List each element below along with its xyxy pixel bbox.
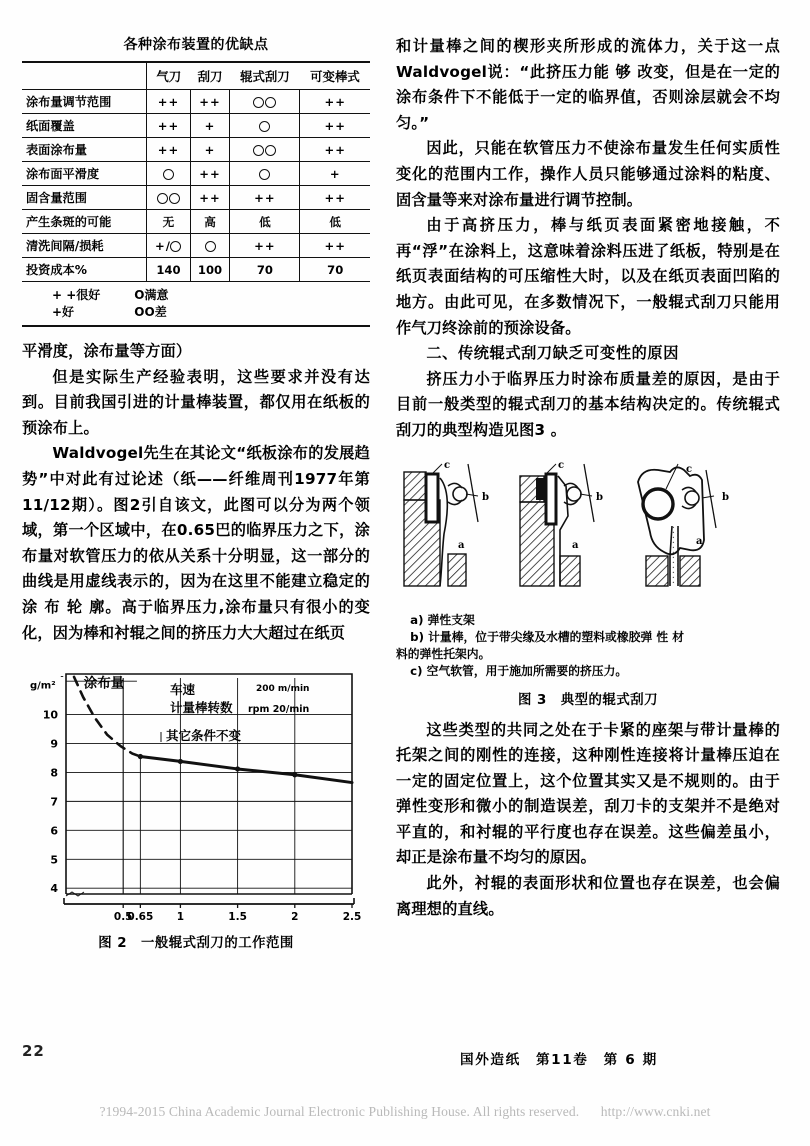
page-number: 22 <box>22 1042 45 1060</box>
chart-data-marker <box>178 759 183 764</box>
chart-ytick-label: 5 <box>50 853 58 867</box>
figure-3-legend-b: b) 计量棒，位于带尖缘及水槽的塑料或橡胶弹 性 材 <box>410 629 685 644</box>
footer-url[interactable]: http://www.cnki.net <box>600 1104 711 1119</box>
right-para-5: 这些类型的共同之处在于卡紧的座架与带计量棒的托架之间的刚性的连接，这种刚性连接将计量棒压迫在一定的固定位置上，这个位置其实又是不规则的。由于弹性变形和微小的制造误差，刮刀卡的支架并不是绝对平直的，和衬辊的平行度也存在误差。这些偏差虽小，却正是涂布量不均匀的原因。 <box>396 720 780 867</box>
fig3-label-a: a <box>696 535 703 547</box>
figure-3-legend-c: c) 空气软管，用于施加所需要的挤压力。 <box>410 663 628 678</box>
fig3-foot-hatch <box>680 556 700 586</box>
circle-symbol <box>265 97 276 108</box>
table-cell <box>190 234 230 258</box>
chart-xtick-label: 0.5 <box>113 911 133 924</box>
chart-annotation-rpm-value: rpm 20/min <box>248 704 310 716</box>
chart-xtick-label: 2 <box>291 911 299 924</box>
figure-3 <box>396 456 780 708</box>
right-para-3: 由于高挤压力，棒与纸页表面紧密地接触，不再“浮”在涂料上，这意味着涂料压进了纸板，特别是在纸页表面结构的可压缩性大时，以及在纸页表面凹陷的地方。由此可见，在多数情况下，一般辊式刮刀只能用作气刀终涂前的预涂设备。 <box>396 216 780 337</box>
table-row-label: 固含量范围 <box>22 186 147 210</box>
table-title: 各种涂布装置的优缺点 <box>123 37 269 53</box>
fig3-rod-b <box>685 491 699 505</box>
legend-satisfied: O满意 <box>134 288 169 302</box>
fig3-rod-b <box>453 487 467 501</box>
chart-ytick-label: 10 <box>42 708 58 722</box>
table-cell: ++ <box>300 114 370 138</box>
chart-annotation-speed-value: 200 m/min <box>256 684 310 695</box>
chart-annotation-rpm-label: 计量棒转数 <box>170 700 233 716</box>
table-row-label: 纸面覆盖 <box>22 114 147 138</box>
fig3-stem-fill <box>670 526 678 586</box>
table-cell: ++ <box>147 90 190 114</box>
fig3-hose-c <box>546 474 556 524</box>
right-column <box>396 34 780 922</box>
legend-good: +好 <box>52 305 75 319</box>
table-cell: 低 <box>230 210 300 234</box>
fig3-label-c: c <box>686 463 693 475</box>
legend-col-plus <box>52 287 100 321</box>
table-header-variablerod: 可变棒式 <box>300 62 370 90</box>
chart-data-marker <box>138 754 143 759</box>
fig3-label-b: b <box>722 491 729 503</box>
table-row <box>22 234 370 258</box>
fig3-bracket-a <box>440 478 447 586</box>
fig3-foot-hatch <box>448 554 466 586</box>
figure-3-caption: 图 3 典型的辊式刮刀 <box>518 692 658 708</box>
table-cell: 70 <box>230 258 300 282</box>
journal-line: 国外造纸 第11卷 第 6 期 <box>460 1052 658 1068</box>
circle-symbol <box>253 145 264 156</box>
chart-ytick-label: 8 <box>50 766 58 780</box>
left-column <box>22 34 370 951</box>
fig3-hose-c <box>426 474 438 522</box>
table-row-label: 涂布面平滑度 <box>22 162 147 186</box>
table-cell: 70 <box>300 258 370 282</box>
figure-3-legend <box>396 612 780 680</box>
table-cell <box>147 186 190 210</box>
table-cell: ++ <box>190 90 230 114</box>
table-cell: 100 <box>190 258 230 282</box>
circle-symbol <box>259 169 270 180</box>
legend-poor: OO差 <box>134 305 167 319</box>
left-para-2: 但是实际生产经验表明，这些要求并没有达到。目前我国引进的计量棒装置，都仅用在纸板的预涂布上。 <box>22 367 370 437</box>
fig3-label-a: a <box>572 539 579 551</box>
fig3-hose-c-round <box>643 489 673 519</box>
fig3-label-b: b <box>482 491 489 503</box>
right-para-1: 和计量棒之间的楔形夹所形成的流体力，关于这一点Waldvogel说：“此挤压力能 够 改变，但是在一定的涂布条件下不能低于一定的临界值，否则涂层就会不均匀。” <box>396 37 780 132</box>
chart-data-marker <box>235 766 240 771</box>
table-row-label: 投资成本% <box>22 258 147 282</box>
chart-xtick-label: 1.5 <box>228 911 247 924</box>
left-para-3: Waldvogel先生在其论文“纸板涂布的发展趋势”中对此有过论述（纸——纤维周刊1977年第11/12期）。图2引自该文，此图可以分为两个领域，第一个区域中，在0.65巴的临界压力之下，涂布量对软管压力的依从关系十分明显，这一部分的曲线是用虚线表示的，因为在这里不能建立稳定的 涂 布 轮 廓。高于临界压力,涂布量只有很小的变化，因为棒和衬辊之间的挤压力大大超过在纸页 <box>22 444 370 642</box>
chart-series-solid <box>140 757 352 783</box>
table-header-airknife: 气刀 <box>147 62 190 90</box>
table-row <box>22 90 370 114</box>
fig3-label-c: c <box>444 459 451 471</box>
table-header-blank <box>22 62 147 90</box>
fig3-rod-b <box>567 487 581 501</box>
table-cell: ++ <box>190 162 230 186</box>
legend-col-circle <box>134 287 168 321</box>
circle-symbol <box>157 193 168 204</box>
table-cell <box>230 90 300 114</box>
fig3-label-b: b <box>596 491 603 503</box>
table-cell: ++ <box>300 90 370 114</box>
table-header-blade: 刮刀 <box>190 62 230 90</box>
fig3-web-line <box>706 470 716 528</box>
table-bottom-rule <box>22 325 370 327</box>
table-cell: ++ <box>147 138 190 162</box>
fig3-web-line <box>584 464 594 522</box>
fig3-rod-seat <box>448 483 462 504</box>
right-para-2: 因此，只能在软管压力不使涂布量发生任何实质性变化的范围内工作，操作人员只能够通过涂料的粘度、固含量等来对涂布量进行调节控制。 <box>396 139 780 209</box>
table-row <box>22 258 370 282</box>
chart-axis-ticks-end <box>64 898 354 904</box>
fig3-variant <box>638 464 716 586</box>
table-cell: + <box>190 114 230 138</box>
table-cell: 低 <box>300 210 370 234</box>
right-para-6: 此外，衬辊的表面形状和位置也存在误差，也会偏离理想的直线。 <box>396 874 780 918</box>
table-row <box>22 138 370 162</box>
chart-ytick-label: 7 <box>50 795 58 809</box>
fig3-variant <box>520 464 594 586</box>
fig3-rod-seat <box>682 487 696 508</box>
table-row <box>22 186 370 210</box>
table-cell: ++ <box>230 186 300 210</box>
table-cell: 140 <box>147 258 190 282</box>
table-row-label: 产生条斑的可能 <box>22 210 147 234</box>
table-cell: ++ <box>300 186 370 210</box>
figure-3-canvas <box>396 456 780 608</box>
table-cell <box>230 162 300 186</box>
fig3-leader-c <box>666 464 678 489</box>
table-row-label: 涂布量调节范围 <box>22 90 147 114</box>
fig3-variant <box>404 464 478 586</box>
circle-symbol <box>163 169 174 180</box>
comparison-table <box>22 61 370 282</box>
table-legend <box>22 287 370 321</box>
table-cell: + <box>300 162 370 186</box>
chart-xtick-label: 0.65 <box>127 911 154 924</box>
circle-symbol <box>170 241 181 252</box>
circle-symbol <box>205 241 216 252</box>
left-para-1: 平滑度，涂布量等方面） <box>22 342 192 360</box>
table-row <box>22 210 370 234</box>
right-para-4: 挤压力小于临界压力时涂布质量差的原因，是由于目前一般类型的辊式刮刀的基本结构决定的。传统辊式刮刀的典型构造见图3 。 <box>396 369 780 439</box>
circle-symbol <box>169 193 180 204</box>
chart-ytick-label: 4 <box>50 882 58 896</box>
table-cell: ++ <box>147 114 190 138</box>
chart-ytick-label: 6 <box>50 824 58 838</box>
fig3-web-line <box>468 464 478 522</box>
table-cell: 高 <box>190 210 230 234</box>
figure-3-legend-a: a) 弹性支架 <box>410 612 475 627</box>
chart-data-marker <box>292 772 297 777</box>
fig3-label-a: a <box>458 539 465 551</box>
circle-symbol <box>253 97 264 108</box>
table-row-label: 清洗间隔/损耗 <box>22 234 147 258</box>
chart-ylabel: 涂布量 <box>83 675 125 692</box>
chart-canvas <box>22 662 370 924</box>
table-cell: ++ <box>300 234 370 258</box>
chart-y-unit: g/m² <box>30 680 56 692</box>
fig3-body-hatch <box>404 472 426 500</box>
chart-caption: 图 2 一般辊式刮刀的工作范围 <box>98 936 294 952</box>
table-row-label: 表面涂布量 <box>22 138 147 162</box>
table-cell: + <box>190 138 230 162</box>
table-cell: ++ <box>300 138 370 162</box>
chart-xtick-label: 1 <box>176 911 185 924</box>
section-heading-2: 二、传统辊式刮刀缺乏可变性的原因 <box>426 344 679 363</box>
fig3-base-hatch <box>646 556 668 586</box>
table-cell: 无 <box>147 210 190 234</box>
table-cell <box>147 162 190 186</box>
table-row <box>22 114 370 138</box>
chart-annotation-constant: 其它条件不变 <box>166 728 242 744</box>
fig3-leader-b <box>466 494 478 496</box>
table-cell <box>230 114 300 138</box>
table-cell: +/ <box>147 234 190 258</box>
fig3-leader-b <box>702 496 714 498</box>
table-cell <box>230 138 300 162</box>
table-header-row <box>22 62 370 90</box>
table-cell: ++ <box>190 186 230 210</box>
fig3-label-c: c <box>558 459 565 471</box>
chart-figure-2 <box>22 662 370 951</box>
chart-xtick-label: 2.5 <box>342 911 362 924</box>
table-header-rollblade: 辊式刮刀 <box>230 62 300 90</box>
footer-copyright: ?1994-2015 China Academic Journal Electronic Publishing House. All rights reserved. <box>99 1104 580 1119</box>
circle-symbol <box>259 121 270 132</box>
footer <box>0 1104 810 1120</box>
chart-axis-break <box>66 892 84 896</box>
legend-very-good: + +很好 <box>52 288 101 302</box>
fig3-foot-hatch <box>560 556 580 586</box>
table-cell: ++ <box>230 234 300 258</box>
figure-3-legend-b-cont: 料的弹性托架内。 <box>396 646 491 661</box>
table-row <box>22 162 370 186</box>
chart-ytick-label: 9 <box>50 737 58 751</box>
fig3-leader-b <box>580 494 592 496</box>
circle-symbol <box>265 145 276 156</box>
chart-annotation-speed-label: 车速 <box>170 682 196 698</box>
